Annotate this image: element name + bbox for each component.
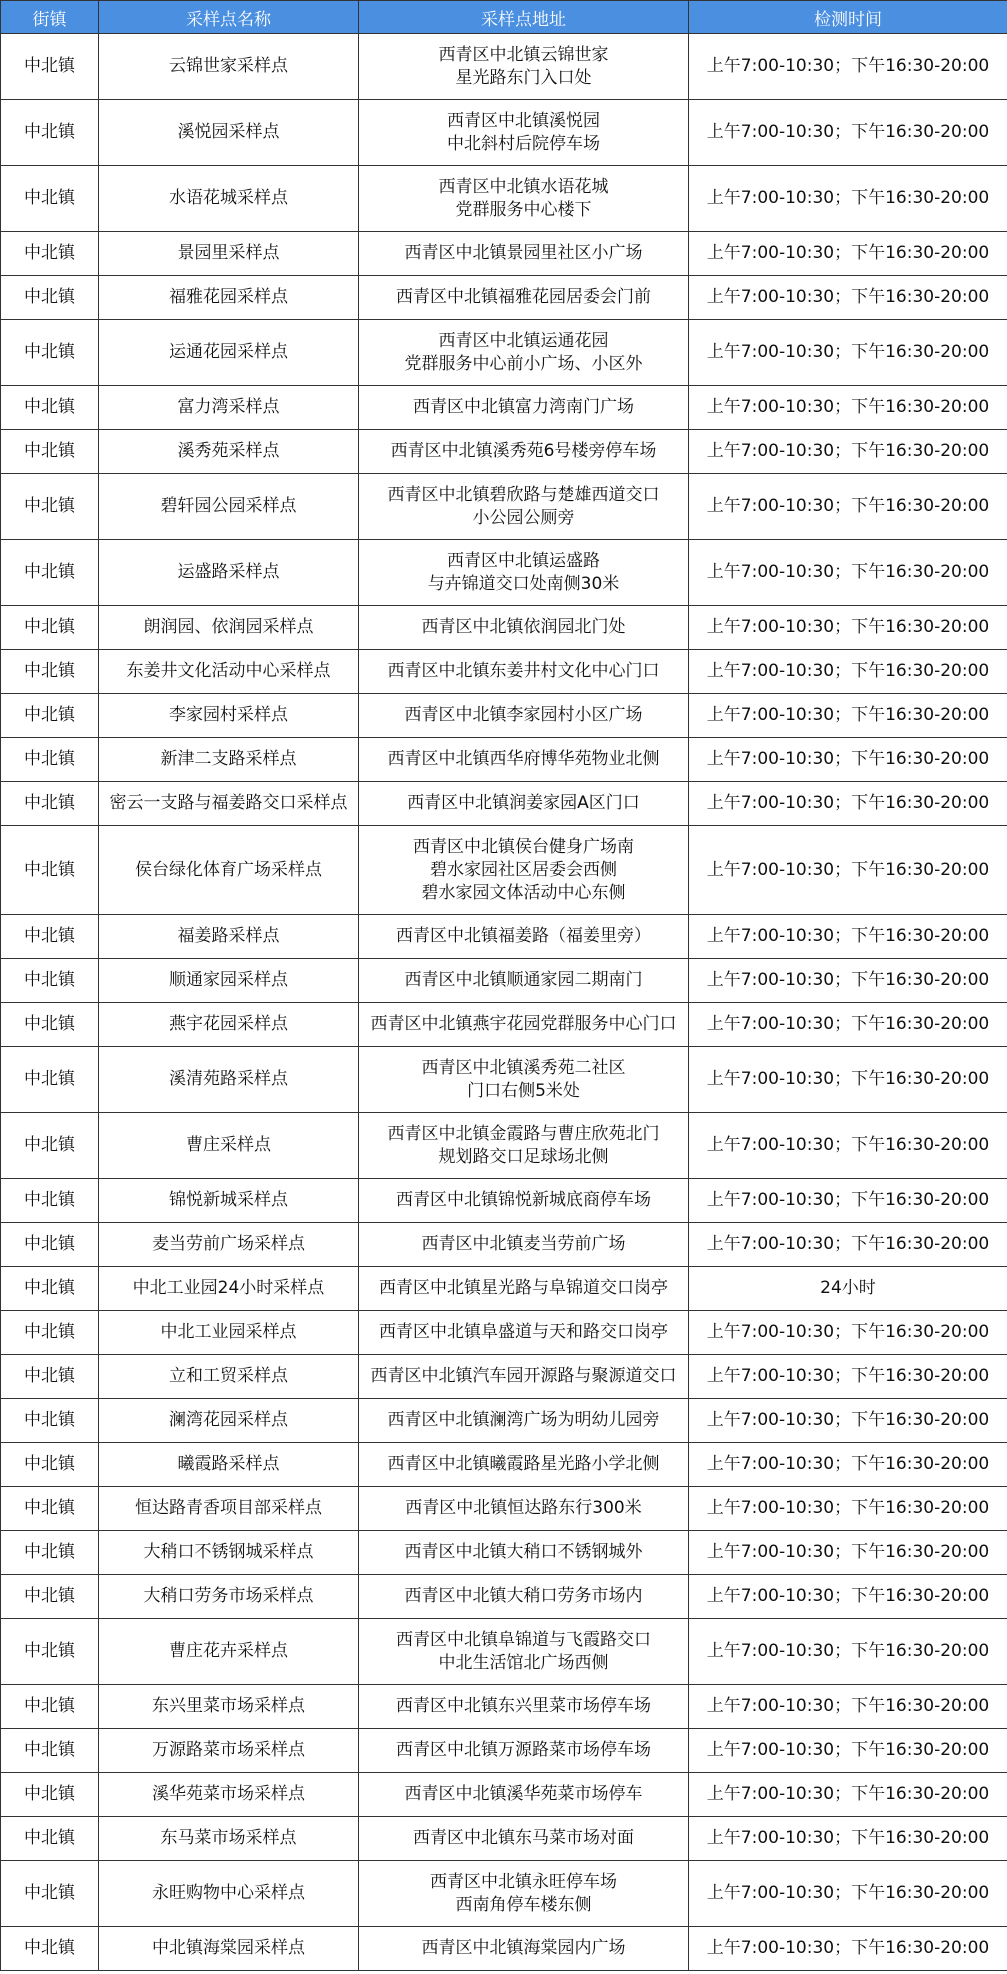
site-address-cell xyxy=(359,1619,689,1685)
site-address-cell xyxy=(359,1773,689,1817)
address-line: 西青区中北镇运通花园 xyxy=(438,330,609,351)
address-line: 中北生活馆北广场西侧 xyxy=(438,1652,609,1673)
site-address-cell xyxy=(359,782,689,826)
test-time-cell: 上午7:00-10:30；下午16:30-20:00 xyxy=(689,474,1007,540)
site-address-cell xyxy=(359,1817,689,1861)
site-address-cell xyxy=(359,100,689,166)
address-line: 西青区中北镇溪华苑菜市场停车 xyxy=(404,1784,643,1804)
address-line: 西青区中北镇溪秀苑6号楼旁停车场 xyxy=(390,441,657,461)
test-time-cell: 上午7:00-10:30；下午16:30-20:00 xyxy=(689,1443,1007,1487)
address-line: 西青区中北镇西华府博华苑物业北侧 xyxy=(387,749,660,769)
site-address-cell xyxy=(359,386,689,430)
town-cell: 中北镇 xyxy=(1,1531,99,1575)
address-line: 西青区中北镇阜盛道与天和路交口岗亭 xyxy=(379,1322,668,1342)
town-cell: 中北镇 xyxy=(1,1223,99,1267)
site-name-cell: 澜湾花园采样点 xyxy=(99,1399,359,1443)
table-row xyxy=(1,1355,1007,1399)
table-row xyxy=(1,1773,1007,1817)
address-line: 中北斜村后院停车场 xyxy=(447,133,600,154)
address-line: 西青区中北镇李家园村小区广场 xyxy=(404,705,643,725)
site-name-cell: 曦霞路采样点 xyxy=(99,1443,359,1487)
test-time-cell: 上午7:00-10:30；下午16:30-20:00 xyxy=(689,1575,1007,1619)
town-cell: 中北镇 xyxy=(1,1729,99,1773)
table-row xyxy=(1,1729,1007,1773)
test-time-cell: 上午7:00-10:30；下午16:30-20:00 xyxy=(689,34,1007,100)
town-cell: 中北镇 xyxy=(1,34,99,100)
town-cell: 中北镇 xyxy=(1,959,99,1003)
site-address-cell xyxy=(359,1861,689,1927)
table-row xyxy=(1,959,1007,1003)
test-time-cell: 上午7:00-10:30；下午16:30-20:00 xyxy=(689,1047,1007,1113)
town-cell: 中北镇 xyxy=(1,276,99,320)
town-cell: 中北镇 xyxy=(1,1443,99,1487)
table-row xyxy=(1,1047,1007,1113)
town-cell: 中北镇 xyxy=(1,1179,99,1223)
address-line: 党群服务中心楼下 xyxy=(455,199,592,220)
table-row xyxy=(1,1003,1007,1047)
test-time-cell: 上午7:00-10:30；下午16:30-20:00 xyxy=(689,1729,1007,1773)
table-row xyxy=(1,1685,1007,1729)
site-name-cell: 曹庄花卉采样点 xyxy=(99,1619,359,1685)
town-cell: 中北镇 xyxy=(1,540,99,606)
site-address-cell xyxy=(359,1003,689,1047)
town-cell: 中北镇 xyxy=(1,738,99,782)
site-name-cell: 新津二支路采样点 xyxy=(99,738,359,782)
table-row xyxy=(1,320,1007,386)
test-time-cell: 上午7:00-10:30；下午16:30-20:00 xyxy=(689,540,1007,606)
address-line: 西青区中北镇大稍口劳务市场内 xyxy=(404,1586,643,1606)
test-time-cell: 上午7:00-10:30；下午16:30-20:00 xyxy=(689,276,1007,320)
site-address-cell xyxy=(359,1311,689,1355)
town-cell: 中北镇 xyxy=(1,166,99,232)
site-address-cell xyxy=(359,694,689,738)
address-line: 西青区中北镇燕宇花园党群服务中心门口 xyxy=(370,1014,677,1034)
site-name-cell: 麦当劳前广场采样点 xyxy=(99,1223,359,1267)
site-name-cell: 顺通家园采样点 xyxy=(99,959,359,1003)
address-line: 规划路交口足球场北侧 xyxy=(438,1146,609,1167)
table-row xyxy=(1,166,1007,232)
address-line: 西青区中北镇曦霞路星光路小学北侧 xyxy=(387,1454,660,1474)
site-name-cell: 永旺购物中心采样点 xyxy=(99,1861,359,1927)
table-row xyxy=(1,1223,1007,1267)
site-name-cell: 侯台绿化体育广场采样点 xyxy=(99,826,359,915)
address-line: 西南角停车楼东侧 xyxy=(455,1894,592,1915)
test-time-cell: 上午7:00-10:30；下午16:30-20:00 xyxy=(689,320,1007,386)
site-name-cell: 福姜路采样点 xyxy=(99,915,359,959)
site-address-cell xyxy=(359,276,689,320)
town-cell: 中北镇 xyxy=(1,430,99,474)
town-cell: 中北镇 xyxy=(1,1113,99,1179)
town-cell: 中北镇 xyxy=(1,1927,99,1971)
town-cell: 中北镇 xyxy=(1,1575,99,1619)
address-line: 西青区中北镇澜湾广场为明幼儿园旁 xyxy=(387,1410,660,1430)
test-time-cell: 上午7:00-10:30；下午16:30-20:00 xyxy=(689,1179,1007,1223)
site-name-cell: 运通花园采样点 xyxy=(99,320,359,386)
town-cell: 中北镇 xyxy=(1,1003,99,1047)
test-time-cell: 上午7:00-10:30；下午16:30-20:00 xyxy=(689,1003,1007,1047)
town-cell: 中北镇 xyxy=(1,1773,99,1817)
test-time-cell: 上午7:00-10:30；下午16:30-20:00 xyxy=(689,782,1007,826)
address-line: 西青区中北镇万源路菜市场停车场 xyxy=(396,1740,651,1760)
test-time-cell: 上午7:00-10:30；下午16:30-20:00 xyxy=(689,694,1007,738)
table-row xyxy=(1,1267,1007,1311)
table-row xyxy=(1,650,1007,694)
site-address-cell xyxy=(359,430,689,474)
table-row xyxy=(1,1399,1007,1443)
header-test-time: 检测时间 xyxy=(689,1,1007,34)
site-address-cell xyxy=(359,738,689,782)
table-row xyxy=(1,386,1007,430)
address-line: 西青区中北镇润姜家园A区门口 xyxy=(407,793,640,813)
site-address-cell xyxy=(359,650,689,694)
test-time-cell: 上午7:00-10:30；下午16:30-20:00 xyxy=(689,1861,1007,1927)
site-name-cell: 中北镇海棠园采样点 xyxy=(99,1927,359,1971)
table-row xyxy=(1,1311,1007,1355)
address-line: 西青区中北镇麦当劳前广场 xyxy=(421,1234,626,1254)
address-line: 碧水家园文体活动中心东侧 xyxy=(421,882,626,903)
header-town: 街镇 xyxy=(1,1,99,34)
test-time-cell: 上午7:00-10:30；下午16:30-20:00 xyxy=(689,826,1007,915)
table-row xyxy=(1,1817,1007,1861)
site-address-cell xyxy=(359,1487,689,1531)
site-name-cell: 中北工业园采样点 xyxy=(99,1311,359,1355)
site-address-cell xyxy=(359,474,689,540)
test-time-cell: 上午7:00-10:30；下午16:30-20:00 xyxy=(689,1619,1007,1685)
address-line: 西青区中北镇大稍口不锈钢城外 xyxy=(404,1542,643,1562)
town-cell: 中北镇 xyxy=(1,1861,99,1927)
site-name-cell: 溪华苑菜市场采样点 xyxy=(99,1773,359,1817)
site-address-cell xyxy=(359,1575,689,1619)
table-row xyxy=(1,100,1007,166)
site-address-cell xyxy=(359,320,689,386)
table-row xyxy=(1,606,1007,650)
address-line: 西青区中北镇福雅花园居委会门前 xyxy=(396,287,651,307)
site-name-cell: 景园里采样点 xyxy=(99,232,359,276)
table-row xyxy=(1,738,1007,782)
site-name-cell: 东马菜市场采样点 xyxy=(99,1817,359,1861)
table-row xyxy=(1,1619,1007,1685)
address-line: 西青区中北镇侯台健身广场南 xyxy=(413,836,634,857)
site-name-cell: 溪清苑路采样点 xyxy=(99,1047,359,1113)
town-cell: 中北镇 xyxy=(1,1047,99,1113)
site-address-cell xyxy=(359,34,689,100)
site-address-cell xyxy=(359,1685,689,1729)
table-row xyxy=(1,1487,1007,1531)
site-address-cell xyxy=(359,540,689,606)
table-row xyxy=(1,1861,1007,1927)
site-address-cell xyxy=(359,1443,689,1487)
site-name-cell: 朗润园、依润园采样点 xyxy=(99,606,359,650)
table-row xyxy=(1,1179,1007,1223)
address-line: 西青区中北镇碧欣路与楚雄西道交口 xyxy=(387,484,660,505)
site-name-cell: 溪悦园采样点 xyxy=(99,100,359,166)
table-row xyxy=(1,826,1007,915)
address-line: 小公园公厕旁 xyxy=(472,507,575,528)
town-cell: 中北镇 xyxy=(1,782,99,826)
address-line: 西青区中北镇东姜井村文化中心门口 xyxy=(387,661,660,681)
address-line: 门口右侧5米处 xyxy=(467,1080,580,1101)
address-line: 西青区中北镇富力湾南门广场 xyxy=(413,397,634,417)
site-name-cell: 万源路菜市场采样点 xyxy=(99,1729,359,1773)
site-name-cell: 大稍口劳务市场采样点 xyxy=(99,1575,359,1619)
table-row xyxy=(1,694,1007,738)
site-name-cell: 东姜井文化活动中心采样点 xyxy=(99,650,359,694)
address-line: 党群服务中心前小广场、小区外 xyxy=(404,353,643,374)
test-time-cell: 上午7:00-10:30；下午16:30-20:00 xyxy=(689,1773,1007,1817)
town-cell: 中北镇 xyxy=(1,694,99,738)
town-cell: 中北镇 xyxy=(1,606,99,650)
test-time-cell: 上午7:00-10:30；下午16:30-20:00 xyxy=(689,1817,1007,1861)
address-line: 与卉锦道交口处南侧30米 xyxy=(427,573,620,594)
site-name-cell: 溪秀苑采样点 xyxy=(99,430,359,474)
address-line: 星光路东门入口处 xyxy=(455,67,592,88)
table-row xyxy=(1,430,1007,474)
address-line: 西青区中北镇星光路与阜锦道交口岗亭 xyxy=(379,1278,668,1298)
town-cell: 中北镇 xyxy=(1,1311,99,1355)
address-line: 西青区中北镇溪悦园 xyxy=(447,110,600,131)
site-address-cell xyxy=(359,232,689,276)
table-row xyxy=(1,1575,1007,1619)
site-address-cell xyxy=(359,1531,689,1575)
header-site-address: 采样点地址 xyxy=(359,1,689,34)
site-address-cell xyxy=(359,1113,689,1179)
town-cell: 中北镇 xyxy=(1,1817,99,1861)
site-address-cell xyxy=(359,1047,689,1113)
site-address-cell xyxy=(359,1223,689,1267)
site-name-cell: 李家园村采样点 xyxy=(99,694,359,738)
table-header-row xyxy=(1,1,1007,34)
table-row xyxy=(1,915,1007,959)
address-line: 西青区中北镇水语花城 xyxy=(438,176,609,197)
test-time-cell: 上午7:00-10:30；下午16:30-20:00 xyxy=(689,1113,1007,1179)
site-address-cell xyxy=(359,959,689,1003)
site-name-cell: 曹庄采样点 xyxy=(99,1113,359,1179)
address-line: 西青区中北镇运盛路 xyxy=(447,550,600,571)
site-name-cell: 锦悦新城采样点 xyxy=(99,1179,359,1223)
site-name-cell: 大稍口不锈钢城采样点 xyxy=(99,1531,359,1575)
site-address-cell xyxy=(359,915,689,959)
town-cell: 中北镇 xyxy=(1,1399,99,1443)
table-row xyxy=(1,276,1007,320)
test-time-cell: 上午7:00-10:30；下午16:30-20:00 xyxy=(689,1399,1007,1443)
table-row xyxy=(1,474,1007,540)
site-name-cell: 东兴里菜市场采样点 xyxy=(99,1685,359,1729)
address-line: 西青区中北镇东兴里菜市场停车场 xyxy=(396,1696,651,1716)
test-time-cell: 上午7:00-10:30；下午16:30-20:00 xyxy=(689,166,1007,232)
town-cell: 中北镇 xyxy=(1,1619,99,1685)
test-time-cell: 上午7:00-10:30；下午16:30-20:00 xyxy=(689,1531,1007,1575)
test-time-cell: 上午7:00-10:30；下午16:30-20:00 xyxy=(689,1685,1007,1729)
site-address-cell xyxy=(359,1267,689,1311)
site-name-cell: 福雅花园采样点 xyxy=(99,276,359,320)
test-time-cell: 上午7:00-10:30；下午16:30-20:00 xyxy=(689,738,1007,782)
address-line: 西青区中北镇恒达路东行300米 xyxy=(405,1498,642,1518)
address-line: 西青区中北镇汽车园开源路与聚源道交口 xyxy=(370,1366,677,1386)
site-address-cell xyxy=(359,1927,689,1971)
site-name-cell: 燕宇花园采样点 xyxy=(99,1003,359,1047)
test-time-cell: 上午7:00-10:30；下午16:30-20:00 xyxy=(689,430,1007,474)
address-line: 西青区中北镇依润园北门处 xyxy=(421,617,626,637)
site-name-cell: 云锦世家采样点 xyxy=(99,34,359,100)
address-line: 西青区中北镇景园里社区小广场 xyxy=(404,243,643,263)
test-time-cell: 上午7:00-10:30；下午16:30-20:00 xyxy=(689,915,1007,959)
town-cell: 中北镇 xyxy=(1,1487,99,1531)
site-name-cell: 立和工贸采样点 xyxy=(99,1355,359,1399)
site-name-cell: 恒达路青香项目部采样点 xyxy=(99,1487,359,1531)
address-line: 西青区中北镇金霞路与曹庄欣苑北门 xyxy=(387,1123,660,1144)
header-site-name: 采样点名称 xyxy=(99,1,359,34)
site-address-cell xyxy=(359,1399,689,1443)
address-line: 西青区中北镇溪秀苑二社区 xyxy=(421,1057,626,1078)
address-line: 西青区中北镇海棠园内广场 xyxy=(421,1938,626,1958)
address-line: 碧水家园社区居委会西侧 xyxy=(430,859,617,880)
address-line: 西青区中北镇阜锦道与飞霞路交口 xyxy=(396,1629,651,1650)
site-name-cell: 运盛路采样点 xyxy=(99,540,359,606)
town-cell: 中北镇 xyxy=(1,1685,99,1729)
test-time-cell: 上午7:00-10:30；下午16:30-20:00 xyxy=(689,650,1007,694)
site-address-cell xyxy=(359,1729,689,1773)
town-cell: 中北镇 xyxy=(1,826,99,915)
site-name-cell: 密云一支路与福姜路交口采样点 xyxy=(99,782,359,826)
test-time-cell: 上午7:00-10:30；下午16:30-20:00 xyxy=(689,1355,1007,1399)
test-time-cell: 上午7:00-10:30；下午16:30-20:00 xyxy=(689,959,1007,1003)
table-row xyxy=(1,1927,1007,1971)
site-address-cell xyxy=(359,1179,689,1223)
table-row xyxy=(1,1531,1007,1575)
town-cell: 中北镇 xyxy=(1,650,99,694)
address-line: 西青区中北镇永旺停车场 xyxy=(430,1871,617,1892)
table-row xyxy=(1,34,1007,100)
table-row xyxy=(1,782,1007,826)
site-name-cell: 富力湾采样点 xyxy=(99,386,359,430)
table-row xyxy=(1,232,1007,276)
address-line: 西青区中北镇顺通家园二期南门 xyxy=(404,970,643,990)
town-cell: 中北镇 xyxy=(1,386,99,430)
test-time-cell: 上午7:00-10:30；下午16:30-20:00 xyxy=(689,232,1007,276)
town-cell: 中北镇 xyxy=(1,100,99,166)
town-cell: 中北镇 xyxy=(1,474,99,540)
town-cell: 中北镇 xyxy=(1,232,99,276)
site-address-cell xyxy=(359,606,689,650)
address-line: 西青区中北镇云锦世家 xyxy=(438,44,609,65)
address-line: 西青区中北镇福姜路（福姜里旁） xyxy=(396,926,651,946)
site-address-cell xyxy=(359,826,689,915)
town-cell: 中北镇 xyxy=(1,1267,99,1311)
test-time-cell: 24小时 xyxy=(689,1267,1007,1311)
town-cell: 中北镇 xyxy=(1,915,99,959)
site-address-cell xyxy=(359,166,689,232)
table-body xyxy=(1,34,1007,1971)
test-time-cell: 上午7:00-10:30；下午16:30-20:00 xyxy=(689,1927,1007,1971)
site-address-cell xyxy=(359,1355,689,1399)
table-row xyxy=(1,1443,1007,1487)
site-name-cell: 中北工业园24小时采样点 xyxy=(99,1267,359,1311)
table-row xyxy=(1,540,1007,606)
address-line: 西青区中北镇东马菜市场对面 xyxy=(413,1828,634,1848)
site-name-cell: 碧轩园公园采样点 xyxy=(99,474,359,540)
test-time-cell: 上午7:00-10:30；下午16:30-20:00 xyxy=(689,1487,1007,1531)
test-time-cell: 上午7:00-10:30；下午16:30-20:00 xyxy=(689,606,1007,650)
test-time-cell: 上午7:00-10:30；下午16:30-20:00 xyxy=(689,1311,1007,1355)
test-time-cell: 上午7:00-10:30；下午16:30-20:00 xyxy=(689,386,1007,430)
town-cell: 中北镇 xyxy=(1,320,99,386)
site-name-cell: 水语花城采样点 xyxy=(99,166,359,232)
table-row xyxy=(1,1113,1007,1179)
town-cell: 中北镇 xyxy=(1,1355,99,1399)
test-time-cell: 上午7:00-10:30；下午16:30-20:00 xyxy=(689,1223,1007,1267)
address-line: 西青区中北镇锦悦新城底商停车场 xyxy=(396,1190,651,1210)
test-time-cell: 上午7:00-10:30；下午16:30-20:00 xyxy=(689,100,1007,166)
